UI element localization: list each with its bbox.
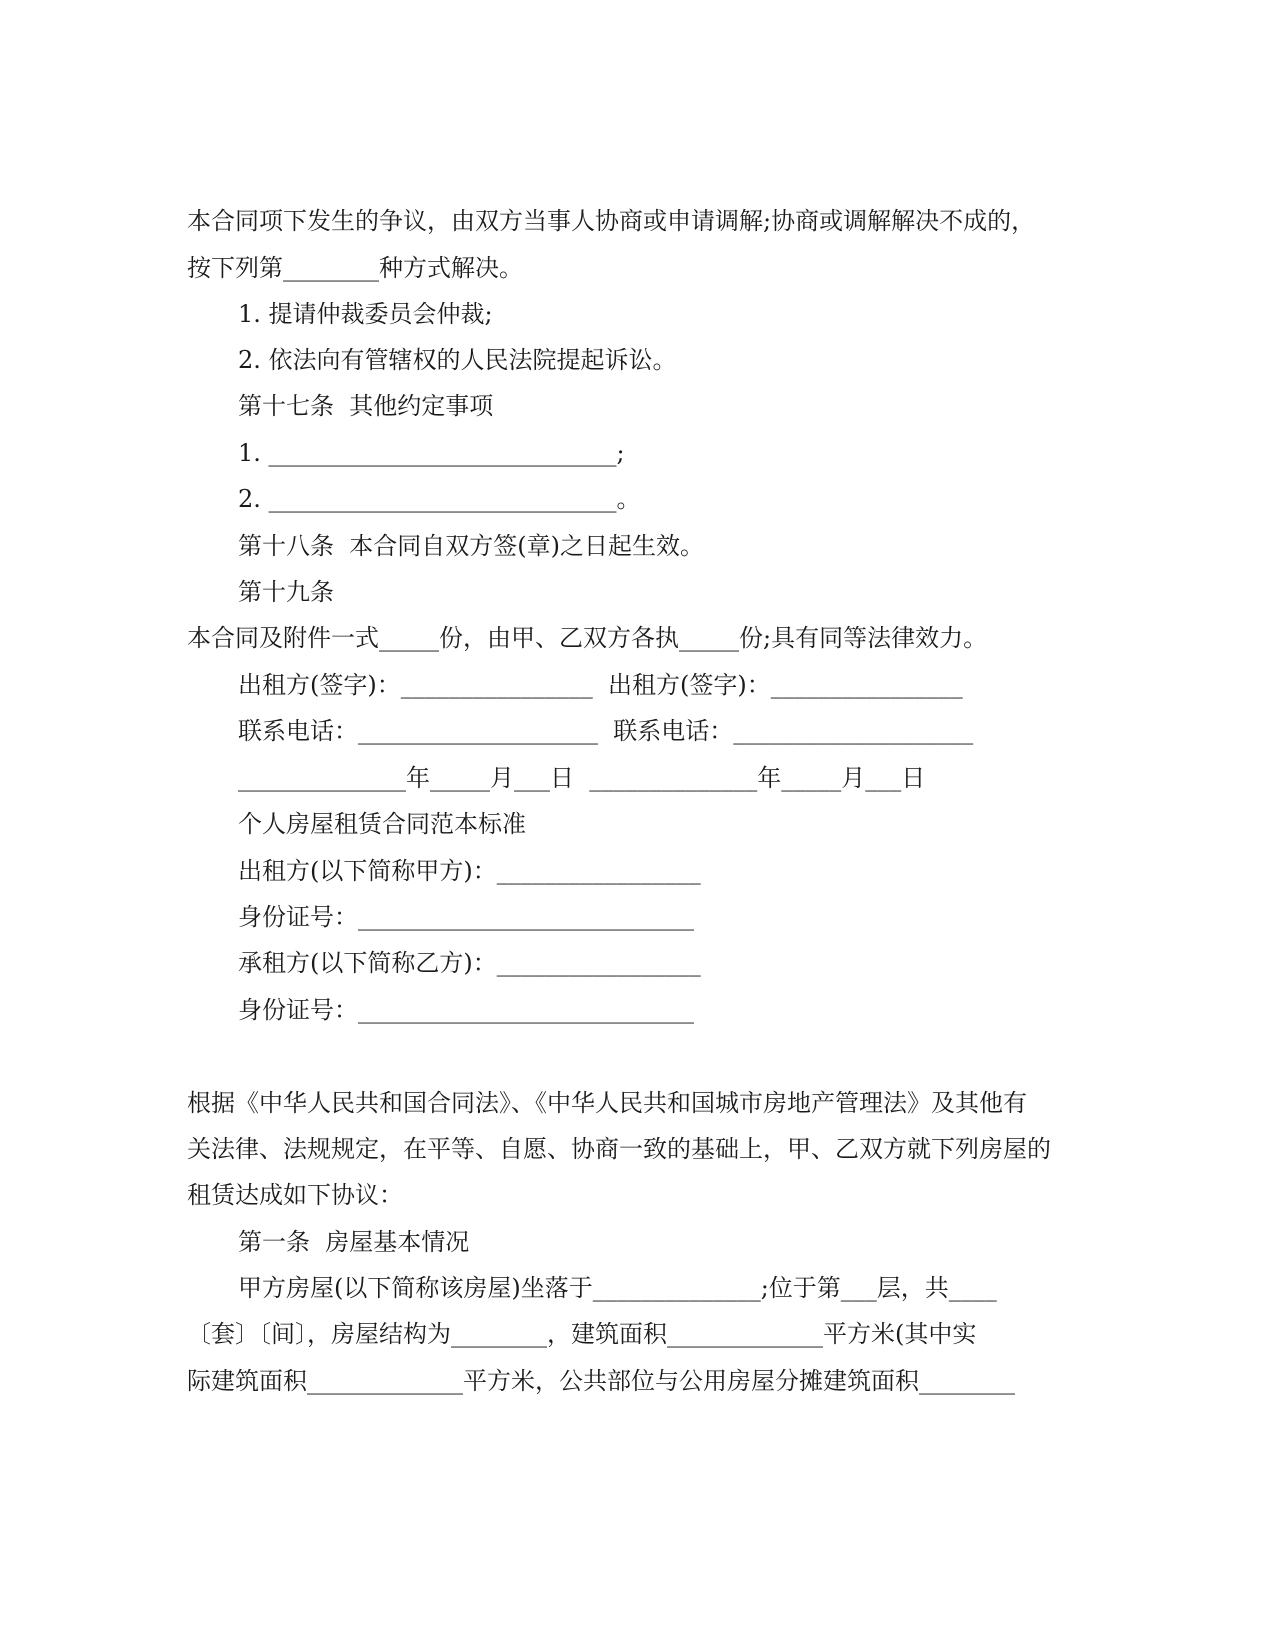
list-item: 2. 依法向有管辖权的人民法院提起诉讼。 <box>238 346 677 374</box>
paragraph-line: 关法律、法规规定，在平等、自愿、协商一致的基础上，甲、乙双方就下列房屋的 <box>187 1135 1051 1163</box>
article-heading: 第一条 房屋基本情况 <box>238 1228 470 1256</box>
signature-line: 联系电话：____________________ 联系电话：____________________ <box>238 717 974 745</box>
signature-line: 出租方(签字)：________________ 出租方(签字)：________________ <box>238 671 963 699</box>
paragraph-line: 际建筑面积_____________平方米，公共部位与公用房屋分摊建筑面积________ <box>187 1367 1015 1395</box>
list-item: 2. _____________________________。 <box>238 485 641 513</box>
paragraph-line: 本合同及附件一式_____份，由甲、乙双方各执_____份;具有同等法律效力。 <box>187 624 988 652</box>
list-item: 1. 提请仲裁委员会仲裁; <box>238 300 493 328</box>
party-field: 身份证号：____________________________ <box>238 903 694 931</box>
paragraph-line: 租赁达成如下协议： <box>187 1181 403 1209</box>
paragraph-line: 甲方房屋(以下简称该房屋)坐落于______________;位于第___层，共____ <box>238 1274 997 1302</box>
party-field: 身份证号：____________________________ <box>238 996 694 1024</box>
article-heading: 第十九条 <box>238 578 334 606</box>
party-field: 出租方(以下简称甲方)：_________________ <box>238 857 701 885</box>
article-heading: 第十七条 其他约定事项 <box>238 392 494 420</box>
party-field: 承租方(以下简称乙方)：_________________ <box>238 949 701 977</box>
paragraph-line: 〔套〕〔间〕，房屋结构为________，建筑面积_____________平方米(其中实 <box>187 1320 977 1348</box>
paragraph-line: 根据《中华人民共和国合同法》、《中华人民共和国城市房地产管理法》及其他有 <box>187 1089 1027 1117</box>
section-title: 个人房屋租赁合同范本标准 <box>238 810 526 838</box>
paragraph-line: 按下列第________种方式解决。 <box>187 254 523 282</box>
list-item: 1. _____________________________; <box>238 439 625 467</box>
date-line: ______________年_____月___日 ______________年_____月___日 <box>238 764 926 792</box>
article-heading: 第十八条 本合同自双方签(章)之日起生效。 <box>238 532 704 560</box>
paragraph-line: 本合同项下发生的争议，由双方当事人协商或申请调解;协商或调解解决不成的， <box>187 207 1036 235</box>
